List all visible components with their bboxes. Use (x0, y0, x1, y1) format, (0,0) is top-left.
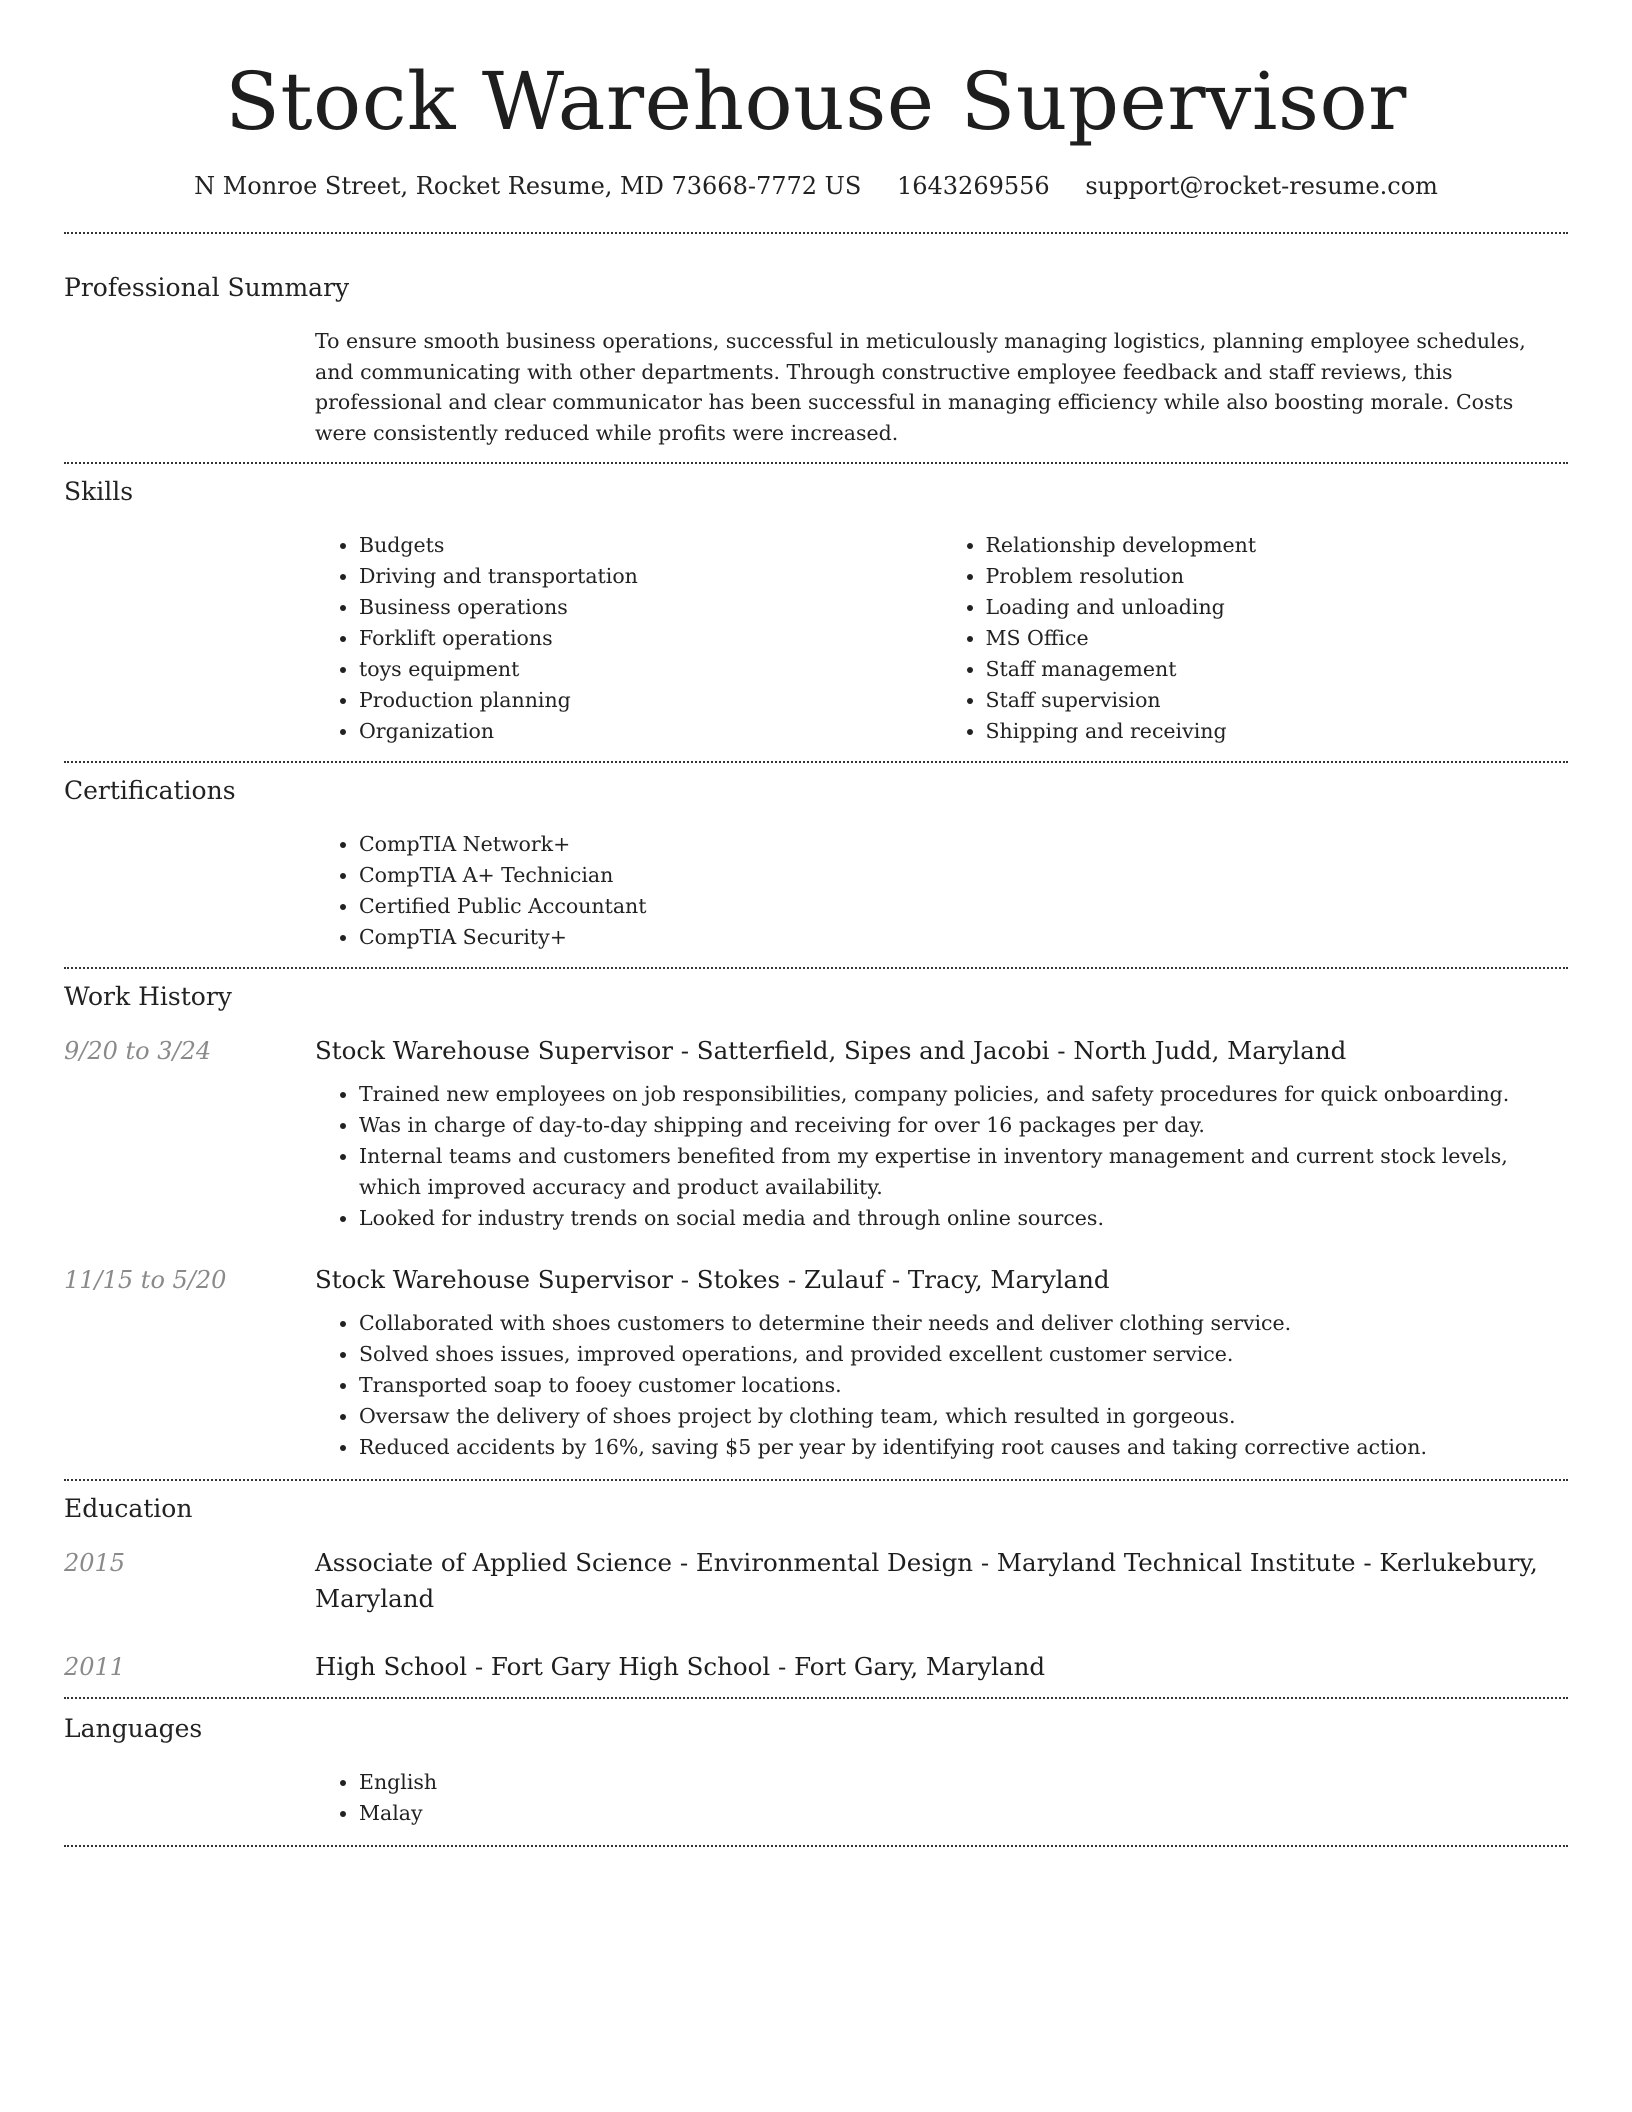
list-item: • Production planning (359, 685, 942, 716)
work-entry (64, 1262, 1568, 1463)
work-history-section (64, 969, 1568, 1479)
list-item: • Problem resolution (986, 561, 1569, 592)
list-item: • Transported soap to fooey customer locations. (359, 1370, 1568, 1401)
list-item: • Business operations (359, 592, 942, 623)
skills-list-right (942, 530, 1569, 747)
skills-grid (315, 530, 1568, 747)
list-item: • Driving and transportation (359, 561, 942, 592)
list-item: • Certified Public Accountant (359, 891, 1568, 922)
list-item: • Solved shoes issues, improved operations, and provided excellent customer service. (359, 1339, 1568, 1370)
list-item: • CompTIA A+ Technician (359, 860, 1568, 891)
skills-list-left (315, 530, 942, 747)
list-item: • toys equipment (359, 654, 942, 685)
list-item: • CompTIA Network+ (359, 829, 1568, 860)
list-item: • Forklift operations (359, 623, 942, 654)
list-item: • Looked for industry trends on social media and through online sources. (359, 1203, 1568, 1234)
list-item: • Collaborated with shoes customers to determine their needs and deliver clothing service. (359, 1308, 1568, 1339)
list-item: • Was in charge of day-to-day shipping and receiving for over 16 packages per day. (359, 1110, 1568, 1141)
list-item: • MS Office (986, 623, 1569, 654)
list-item: • Organization (359, 716, 942, 747)
section-divider (64, 1845, 1568, 1847)
work-bullets (315, 1308, 1568, 1463)
list-item: • Trained new employees on job responsibilities, company policies, and safety procedures for quick onboarding. (359, 1079, 1568, 1110)
resume-page (64, 0, 1568, 1847)
contact-line (64, 170, 1568, 202)
work-heading: Stock Warehouse Supervisor - Satterfield, Sipes and Jacobi - North Judd, Maryland (315, 1036, 1347, 1065)
contact-email: support@rocket-resume.com (1085, 172, 1438, 200)
section-title-skills: Skills (64, 477, 134, 506)
list-item: • CompTIA Security+ (359, 922, 1568, 953)
list-item: • Staff management (986, 654, 1569, 685)
skills-section (64, 464, 1568, 761)
section-title-education: Education (64, 1494, 193, 1523)
work-heading: Stock Warehouse Supervisor - Stokes - Zulauf - Tracy, Maryland (315, 1265, 1110, 1294)
list-item: • Staff supervision (986, 685, 1569, 716)
candidate-name: Stock Warehouse Supervisor (225, 55, 1407, 148)
list-item: • Oversaw the delivery of shoes project by clothing team, which resulted in gorgeous. (359, 1401, 1568, 1432)
resume-header (64, 0, 1568, 202)
summary-text: To ensure smooth business operations, successful in meticulously managing logistics, planning employee schedules, and communicating with other departments. Through constructive employee feedback and staff reviews, this professional and clear communicator has been successful in managing efficiency while also boosting morale. Costs were consistently reduced while profits were increased. (315, 329, 1526, 445)
list-item: • Reduced accidents by 16%, saving $5 per year by identifying root causes and taking corrective action. (359, 1432, 1568, 1463)
list-item: • Budgets (359, 530, 942, 561)
list-item: • Loading and unloading (986, 592, 1569, 623)
list-item: • Internal teams and customers benefited from my expertise in inventory management and current stock levels, which improved accuracy and product availability. (359, 1141, 1568, 1203)
list-item: • Relationship development (986, 530, 1569, 561)
work-dates: 9/20 to 3/24 (64, 1037, 212, 1065)
work-dates: 11/15 to 5/20 (64, 1266, 227, 1294)
education-year: 2015 (64, 1549, 126, 1577)
summary-section (64, 234, 1568, 462)
section-title-summary: Professional Summary (64, 273, 350, 302)
work-bullets (315, 1079, 1568, 1234)
contact-phone: 1643269556 (896, 172, 1050, 200)
languages-list (315, 1767, 1568, 1829)
section-title-certifications: Certifications (64, 776, 236, 805)
contact-address: N Monroe Street, Rocket Resume, MD 73668-7772 US (194, 172, 862, 200)
education-entry (64, 1545, 1568, 1617)
education-heading: Associate of Applied Science - Environmental Design - Maryland Technical Institute - Kerlukebury, Maryland (315, 1548, 1538, 1613)
education-year: 2011 (64, 1653, 126, 1681)
education-section (64, 1481, 1568, 1697)
list-item: • Shipping and receiving (986, 716, 1569, 747)
languages-section (64, 1699, 1568, 1845)
work-entry (64, 1033, 1568, 1234)
section-title-work-history: Work History (64, 982, 232, 1011)
list-item: • Malay (359, 1798, 1568, 1829)
certifications-list (315, 829, 1568, 953)
section-title-languages: Languages (64, 1714, 203, 1743)
list-item: • English (359, 1767, 1568, 1798)
certifications-section (64, 763, 1568, 967)
education-heading: High School - Fort Gary High School - Fort Gary, Maryland (315, 1652, 1046, 1681)
education-entry (64, 1649, 1568, 1685)
